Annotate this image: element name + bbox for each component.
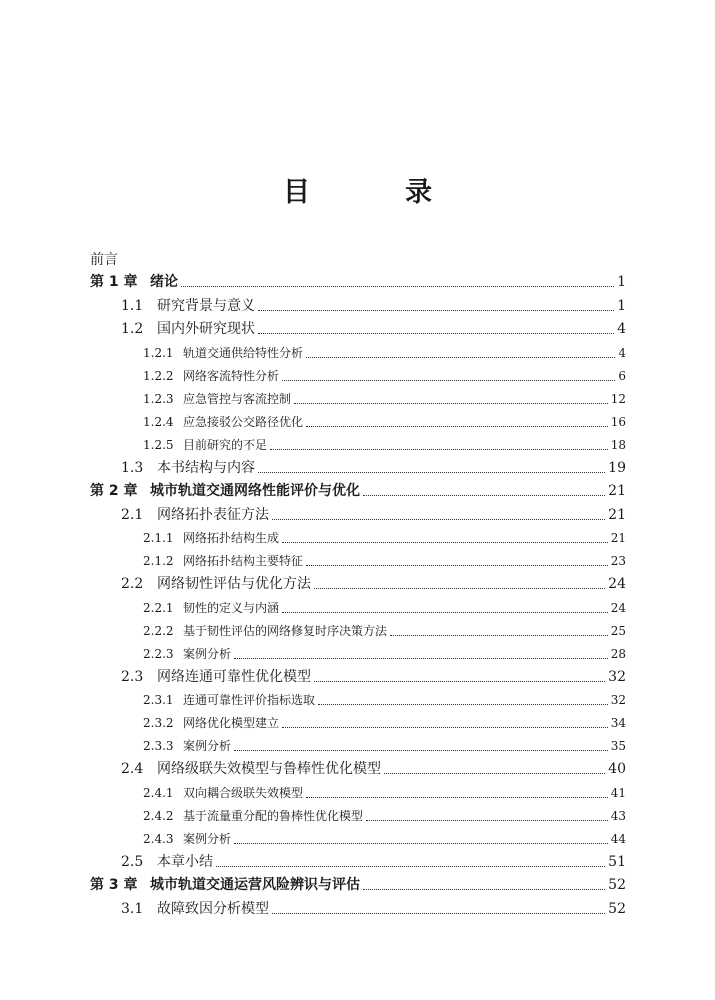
toc-entry-page-number: 52 (608, 900, 626, 917)
toc-entry-number: 2.4.2 (143, 808, 174, 823)
toc-preface[interactable]: 前言 (90, 252, 118, 268)
dot-leader (258, 333, 614, 334)
toc-entry-title: 本书结构与内容 (157, 459, 255, 476)
toc-entry-number: 第 1 章 (90, 274, 138, 290)
dot-leader (366, 820, 608, 821)
dot-leader (314, 681, 605, 682)
toc-entry-page-number: 16 (610, 414, 626, 429)
dot-leader (390, 635, 608, 636)
toc-entry-page-number: 24 (608, 576, 626, 592)
toc-entry-page-number: 41 (610, 785, 626, 800)
toc-entry-page-number: 4 (617, 321, 626, 337)
toc-entry-number: 2.2.1 (143, 600, 174, 615)
dot-leader (272, 519, 605, 520)
toc-section-entry[interactable] (90, 457, 626, 481)
toc-entry-page-number: 4 (618, 345, 626, 360)
toc-entry-number: 1.2.1 (143, 345, 174, 360)
dot-leader (216, 866, 605, 867)
toc-section-entry[interactable] (90, 758, 626, 782)
toc-subsection-entry[interactable] (90, 782, 626, 805)
toc-entry-title: 城市轨道交通网络性能评价与优化 (150, 483, 360, 499)
dot-leader (272, 913, 605, 914)
toc-entry-number: 2.4 (121, 761, 144, 777)
toc-entry-page-number: 34 (610, 716, 626, 730)
toc-entry-page-number: 25 (610, 623, 626, 638)
toc-entry-title: 网络拓扑结构主要特征 (183, 554, 304, 568)
toc-entry-page-number: 1 (617, 274, 626, 290)
toc-entry-page-number: 1 (617, 297, 626, 314)
dot-leader (282, 542, 608, 543)
dot-leader (306, 565, 608, 566)
toc-entry-title: 网络客流特性分析 (183, 368, 280, 383)
toc-entry-page-number: 6 (618, 368, 626, 383)
toc-subsection-entry[interactable] (90, 712, 626, 735)
toc-entry-title: 基于流量重分配的鲁棒性优化模型 (183, 808, 364, 823)
toc-subsection-entry[interactable] (90, 643, 626, 666)
toc-section-entry[interactable] (90, 666, 626, 690)
toc-subsection-entry[interactable] (90, 805, 626, 828)
toc-entry-number: 2.2 (121, 576, 144, 592)
toc-subsection-entry[interactable] (90, 689, 626, 712)
dot-leader (234, 750, 608, 751)
dot-leader (282, 612, 608, 613)
dot-leader (270, 449, 608, 450)
toc-section-entry[interactable] (90, 504, 626, 528)
toc-entry-page-number: 24 (610, 600, 626, 615)
toc-entry-page-number: 40 (608, 761, 626, 777)
toc-entry-page-number: 32 (610, 693, 626, 707)
toc-entry-number: 1.1 (121, 297, 144, 314)
dot-leader (181, 286, 614, 287)
toc-chapter-entry[interactable] (90, 874, 626, 898)
toc-entries (90, 271, 626, 921)
dot-leader (306, 797, 608, 798)
toc-entry-page-number: 12 (610, 391, 626, 406)
toc-entry-number: 2.4.3 (143, 831, 174, 846)
dot-leader (234, 843, 608, 844)
toc-section-entry[interactable] (90, 573, 626, 597)
toc-entry-title: 应急接驳公交路径优化 (183, 414, 304, 429)
toc-entry-title: 网络拓扑结构生成 (183, 531, 280, 545)
toc-entry-title: 网络韧性评估与优化方法 (157, 576, 311, 592)
toc-chapter-entry[interactable] (90, 271, 626, 295)
toc-entry-title: 网络优化模型建立 (183, 716, 280, 730)
toc-entry-title: 基于韧性评估的网络修复时序决策方法 (183, 623, 388, 638)
toc-entry-number: 2.3.1 (143, 693, 174, 707)
toc-entry-number: 2.2.2 (143, 623, 174, 638)
toc-entry-page-number: 51 (608, 853, 626, 870)
toc-entry-number: 1.2.5 (143, 437, 174, 452)
dot-leader (363, 889, 605, 890)
toc-entry-title: 网络连通可靠性优化模型 (157, 668, 311, 685)
toc-entry-title: 案例分析 (183, 739, 232, 753)
toc-entry-number: 2.3.3 (143, 739, 174, 753)
toc-entry-page-number: 19 (608, 459, 626, 476)
toc-entry-title: 连通可靠性评价指标选取 (183, 693, 316, 707)
dot-leader (234, 658, 608, 659)
toc-subsection-entry[interactable] (90, 342, 626, 365)
toc-entry-title: 案例分析 (183, 831, 232, 846)
toc-subsection-entry[interactable] (90, 828, 626, 851)
toc-entry-number: 1.2.2 (143, 368, 174, 383)
dot-leader (282, 727, 608, 728)
toc-subsection-entry[interactable] (90, 411, 626, 434)
toc-subsection-entry[interactable] (90, 434, 626, 457)
toc-entry-title: 案例分析 (183, 646, 232, 661)
dot-leader (363, 495, 605, 496)
toc-subsection-entry[interactable] (90, 550, 626, 573)
toc-entry-number: 3.1 (121, 900, 144, 917)
toc-entry-page-number: 21 (610, 531, 626, 545)
toc-entry-page-number: 28 (610, 646, 626, 661)
toc-entry-number: 1.3 (121, 459, 144, 476)
toc-subsection-entry[interactable] (90, 597, 626, 620)
toc-entry-title: 本章小结 (157, 853, 213, 870)
toc-entry-title: 研究背景与意义 (157, 297, 255, 314)
toc-subsection-entry[interactable] (90, 527, 626, 550)
toc-chapter-entry[interactable] (90, 480, 626, 504)
toc-entry-title: 国内外研究现状 (157, 321, 255, 337)
toc-entry-title: 网络拓扑表征方法 (157, 506, 269, 523)
toc-entry-number: 2.1.1 (143, 531, 174, 545)
toc-entry-page-number: 23 (610, 554, 626, 568)
dot-leader (306, 426, 608, 427)
toc-section-entry[interactable] (90, 318, 626, 342)
page-title: 目 录 (283, 177, 466, 208)
toc-entry-page-number: 21 (608, 483, 626, 499)
toc-entry-number: 2.3 (121, 668, 144, 685)
dot-leader (384, 773, 605, 774)
dot-leader (294, 403, 608, 404)
dot-leader (258, 310, 614, 311)
toc-entry-title: 双向耦合级联失效模型 (183, 785, 304, 800)
toc-subsection-entry[interactable] (90, 365, 626, 388)
toc-subsection-entry[interactable] (90, 620, 626, 643)
toc-entry-title: 韧性的定义与内涵 (183, 600, 280, 615)
toc-entry-title: 目前研究的不足 (183, 437, 268, 452)
dot-leader (282, 380, 615, 381)
toc-entry-title: 应急管控与客流控制 (183, 391, 292, 406)
toc-section-entry[interactable] (90, 851, 626, 875)
toc-entry-number: 1.2 (121, 321, 144, 337)
toc-entry-title: 网络级联失效模型与鲁棒性优化模型 (157, 761, 381, 777)
toc-entry-title: 故障致因分析模型 (157, 900, 269, 917)
table-of-contents (90, 250, 626, 921)
toc-entry-number: 第 2 章 (90, 483, 138, 499)
toc-entry-page-number: 52 (608, 877, 626, 893)
toc-entry-page-number: 21 (608, 506, 626, 523)
toc-entry-number: 2.3.2 (143, 716, 174, 730)
toc-entry-page-number: 35 (610, 739, 626, 753)
toc-entry-number: 2.1.2 (143, 554, 174, 568)
toc-entry-page-number: 44 (610, 831, 626, 846)
toc-entry-title: 轨道交通供给特性分析 (183, 345, 304, 360)
toc-entry-number: 2.5 (121, 853, 144, 870)
dot-leader (318, 704, 608, 705)
toc-entry-page-number: 43 (610, 808, 626, 823)
dot-leader (314, 588, 605, 589)
toc-entry-page-number: 32 (608, 668, 626, 685)
toc-entry-title: 绪论 (150, 274, 178, 290)
dot-leader (306, 357, 615, 358)
toc-subsection-entry[interactable] (90, 388, 626, 411)
toc-entry-title: 城市轨道交通运营风险辨识与评估 (150, 877, 360, 893)
toc-section-entry[interactable] (90, 295, 626, 319)
toc-entry-number: 2.4.1 (143, 785, 174, 800)
toc-section-entry[interactable] (90, 898, 626, 922)
toc-subsection-entry[interactable] (90, 735, 626, 758)
toc-entry-number: 2.2.3 (143, 646, 174, 661)
toc-entry-page-number: 18 (610, 437, 626, 452)
toc-entry-number: 1.2.3 (143, 391, 174, 406)
toc-entry-number: 1.2.4 (143, 414, 174, 429)
toc-entry-number: 2.1 (121, 506, 144, 523)
dot-leader (258, 472, 605, 473)
toc-entry-number: 第 3 章 (90, 877, 138, 893)
